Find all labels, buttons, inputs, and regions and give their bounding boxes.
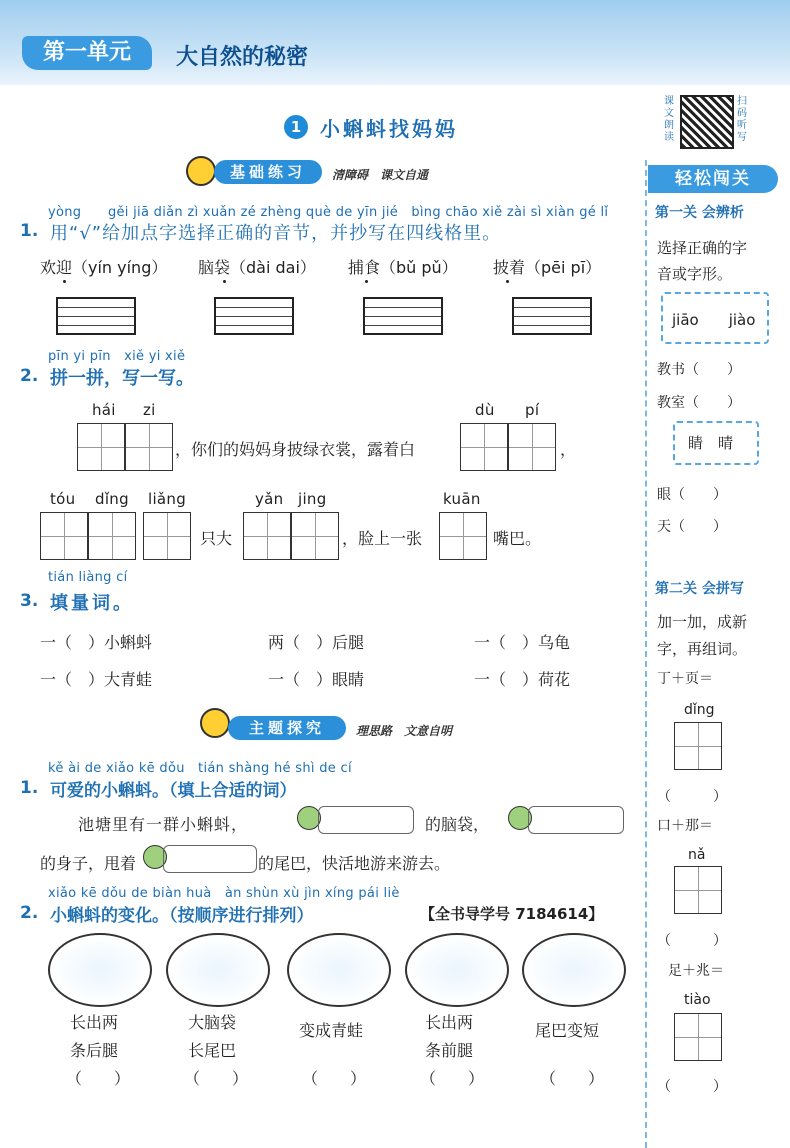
four-line-grid[interactable]: [56, 297, 136, 335]
tianzige-box[interactable]: [460, 423, 508, 471]
section-basic-title: 基础练习: [214, 160, 322, 184]
tianzige-box[interactable]: [439, 512, 487, 560]
unit-theme: 大自然的秘密: [176, 45, 309, 70]
q3-item: 一（ ）眼睛: [268, 670, 365, 689]
sidebar-title: 轻松闯关: [648, 165, 778, 193]
q1-number: 1.: [20, 221, 39, 241]
stage-3-label-1: 变成青蛙: [299, 1021, 364, 1040]
q5-number: 2.: [20, 903, 39, 923]
q3-text: 填量词。: [50, 593, 134, 614]
guide-number: 【全书导学号 7184614】: [420, 905, 604, 923]
q3-item: 两（ ）后腿: [268, 633, 365, 652]
q1-item-1: 欢迎（yín yíng）: [40, 258, 168, 277]
q2-line1: ，你们的妈妈身披绿衣裳，露着白: [175, 440, 416, 459]
eq-2-answer[interactable]: （ ）: [657, 933, 727, 949]
gate2-desc-2: 字，再组词。: [657, 640, 748, 658]
pinyin-ding: dǐng: [95, 490, 129, 508]
q1-item-2: 脑袋（dài dai）: [198, 258, 316, 277]
unit-label: 第一单元: [22, 36, 152, 70]
q1-item-3: 捕食（bǔ pǔ）: [348, 258, 458, 277]
q1-pinyin: yòng gěi jiā diǎn zì xuǎn zé zhèng què de yīn jié bìng chāo xiě zài sì xiàn gé lǐ: [48, 205, 609, 220]
blank-field[interactable]: [528, 806, 624, 834]
q2-pinyin: pīn yi pīn xiě yi xiě: [48, 349, 186, 364]
stage-order-blank[interactable]: （ ）: [184, 1069, 249, 1088]
gate1-title: 第一关 会辨析: [655, 205, 744, 221]
qr-side-right: 扫码听写: [737, 96, 747, 143]
four-line-grid[interactable]: [214, 297, 294, 335]
gate1-q-yan[interactable]: 眼（ ）: [657, 487, 727, 503]
pinyin-options: jiāo jiào: [672, 311, 756, 329]
q4-line2b: 的尾巴，快活地游来游去。: [258, 854, 451, 873]
stage-1-label-1: 长出两: [70, 1013, 119, 1032]
q2-zhida: 只大: [200, 529, 233, 548]
q2-text: 拼一拼，写一写。: [50, 368, 194, 389]
tianzige-box[interactable]: [77, 423, 125, 471]
tianzige-box[interactable]: [291, 512, 339, 560]
pinyin-du: dù: [475, 401, 495, 419]
tianzige-box[interactable]: [243, 512, 291, 560]
q2-lianshang: ，脸上一张: [342, 529, 423, 548]
eq-3: 足＋兆＝: [668, 963, 724, 979]
q1-item-4: 披着（pēi pī）: [493, 258, 602, 277]
emphasis-dot: [506, 280, 509, 283]
q3-pinyin: tián liàng cí: [48, 570, 128, 585]
eq-1: 丁＋页＝: [657, 671, 713, 687]
pinyin-pi: pí: [525, 401, 540, 419]
pinyin-liang: liǎng: [148, 490, 187, 508]
q4-line1a: 池塘里有一群小蝌蚪，: [78, 815, 249, 834]
qr-code[interactable]: [680, 95, 734, 149]
eq-1-answer[interactable]: （ ）: [657, 789, 727, 805]
pinyin-yan: yǎn: [255, 490, 284, 508]
four-line-grid[interactable]: [363, 297, 443, 335]
eq-2-pinyin: nǎ: [688, 847, 706, 863]
tianzige-box[interactable]: [40, 512, 88, 560]
eq-1-pinyin: dǐng: [684, 702, 715, 718]
tianzige-box[interactable]: [674, 1013, 722, 1061]
lesson-title: 小蝌蚪找妈妈: [320, 117, 458, 141]
tianzige-box[interactable]: [508, 423, 556, 471]
pinyin-jing: jing: [298, 490, 327, 508]
q4-line2a: 的身子，甩着: [40, 854, 137, 873]
q4-line1b: 的脑袋，: [425, 815, 490, 834]
emphasis-dot: [365, 280, 368, 283]
gate1-desc-1: 选择正确的字: [657, 239, 748, 257]
tadpole-stage-image: [48, 933, 152, 1007]
eq-2: 口＋那＝: [657, 818, 713, 834]
stage-4-label-2: 条前腿: [425, 1041, 474, 1060]
q5-text: 小蝌蚪的变化。（按顺序进行排列）: [50, 906, 314, 926]
stage-5-label-1: 尾巴变短: [535, 1021, 600, 1040]
q2-number: 2.: [20, 366, 39, 386]
qr-side-left: 课文朗读: [664, 96, 674, 143]
q2-line1-end: ，: [560, 440, 577, 459]
pinyin-kuan: kuān: [443, 490, 481, 508]
section-explore-subtitle: 理思路 文意自明: [356, 724, 453, 738]
q3-item: 一（ ）乌龟: [474, 633, 571, 652]
q4-pinyin: kě ài de xiǎo kē dǒu tián shàng hé shì de cí: [48, 761, 352, 776]
stage-2-label-2: 长尾巴: [188, 1041, 237, 1060]
stage-order-blank[interactable]: （ ）: [540, 1069, 605, 1088]
tadpole-stage-image: [405, 933, 509, 1007]
q5-pinyin: xiǎo kē dǒu de biàn huà àn shùn xù jìn xíng pái liè: [48, 886, 400, 901]
pinyin-hai: hái: [92, 401, 116, 419]
q3-item: 一（ ）荷花: [474, 670, 571, 689]
pinyin-tou: tóu: [50, 490, 76, 508]
tadpole-stage-image: [522, 933, 626, 1007]
q4-text: 可爱的小蝌蚪。（填上合适的词）: [50, 781, 297, 801]
frog-stage-image: [287, 933, 391, 1007]
q3-item: 一（ ）大青蛙: [40, 670, 153, 689]
gate1-q-tian[interactable]: 天（ ）: [657, 519, 727, 535]
four-line-grid[interactable]: [512, 297, 592, 335]
tianzige-box[interactable]: [674, 866, 722, 914]
blank-field[interactable]: [163, 845, 257, 873]
stage-order-blank[interactable]: （ ）: [302, 1069, 367, 1088]
pinyin-zi: zi: [143, 401, 156, 419]
gate1-q-jiaoshu[interactable]: 教书（ ）: [657, 362, 741, 378]
stage-order-blank[interactable]: （ ）: [66, 1069, 131, 1088]
tianzige-box[interactable]: [125, 423, 173, 471]
tianzige-box[interactable]: [88, 512, 136, 560]
mascot-icon: [186, 156, 216, 186]
q1-text: 用“√”给加点字选择正确的音节，并抄写在四线格里。: [50, 223, 502, 244]
tadpole-stage-image: [166, 933, 270, 1007]
stage-1-label-2: 条后腿: [70, 1041, 119, 1060]
eq-3-answer[interactable]: （ ）: [657, 1079, 727, 1095]
q4-number: 1.: [20, 778, 39, 798]
gate2-title: 第二关 会拼写: [655, 581, 744, 597]
char-options: 睛 晴: [688, 434, 734, 452]
blank-field[interactable]: [318, 806, 414, 834]
lesson-number: 1: [284, 115, 308, 139]
q3-number: 3.: [20, 591, 39, 611]
emphasis-dot: [63, 280, 66, 283]
gate1-desc-2: 音或字形。: [657, 265, 733, 283]
q3-item: 一（ ）小蝌蚪: [40, 633, 153, 652]
gate2-desc-1: 加一加，成新: [657, 613, 748, 631]
stage-4-label-1: 长出两: [425, 1013, 474, 1032]
tianzige-box[interactable]: [674, 722, 722, 770]
q2-zuiba: 嘴巴。: [493, 529, 542, 548]
section-explore-title: 主题探究: [228, 716, 346, 740]
emphasis-dot: [223, 280, 226, 283]
eq-3-pinyin: tiào: [684, 992, 711, 1008]
stage-2-label-1: 大脑袋: [188, 1013, 237, 1032]
mascot-icon: [200, 708, 230, 738]
tianzige-box[interactable]: [143, 512, 191, 560]
stage-order-blank[interactable]: （ ）: [420, 1069, 485, 1088]
gate1-q-jiaoshi[interactable]: 教室（ ）: [657, 395, 741, 411]
section-basic-subtitle: 清障碍 课文自通: [332, 168, 429, 182]
